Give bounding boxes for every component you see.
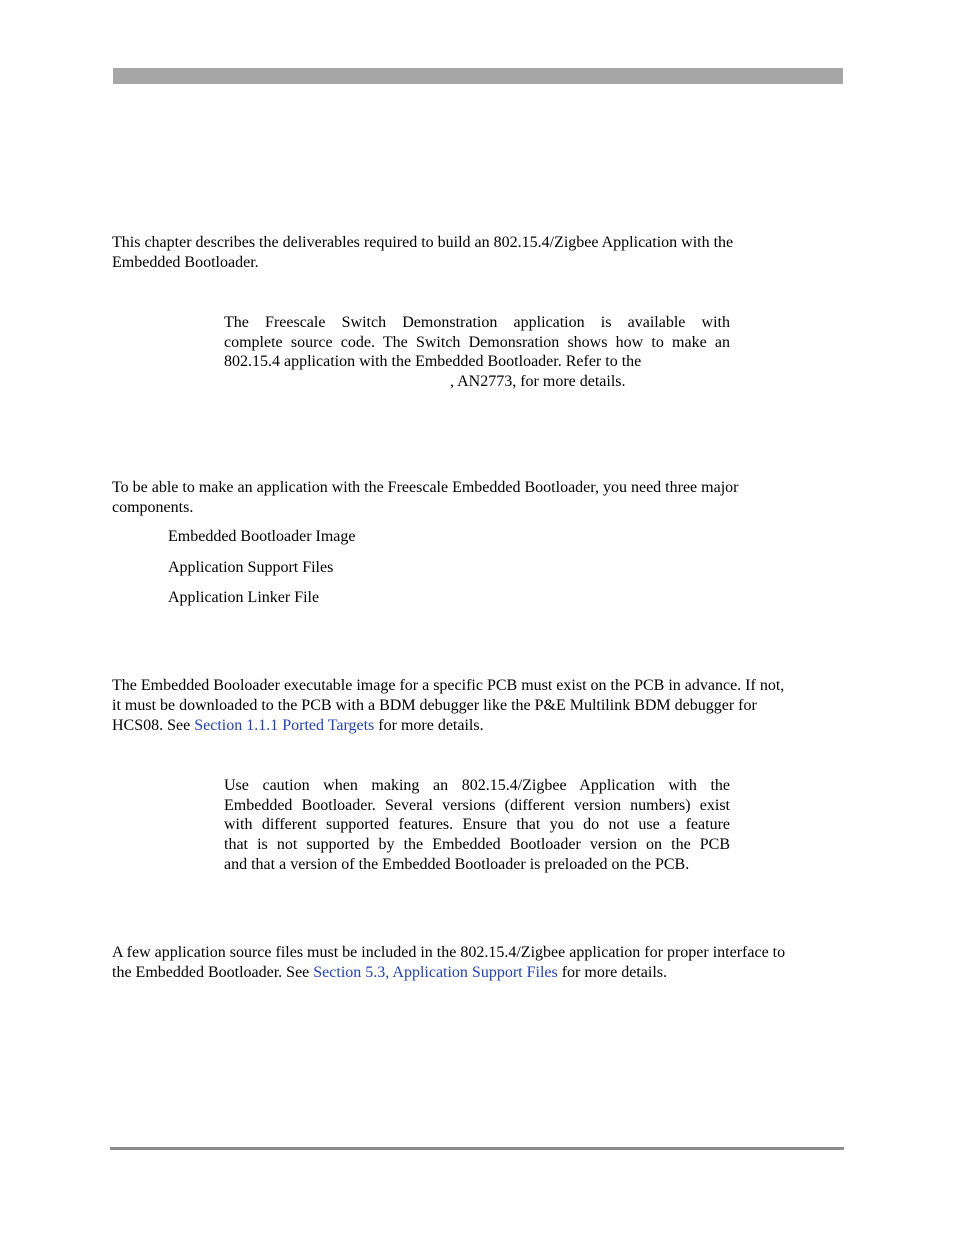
- note1-line-4: , AN2773, for more details.: [450, 373, 626, 391]
- components-intro-line-1: To be able to make an application with the Freescale Embedded Bootloader, you need three major: [112, 479, 739, 496]
- intro-paragraph: [112, 233, 844, 273]
- components-intro-paragraph: [112, 478, 844, 518]
- image-para-line-3-post: for more details.: [374, 717, 484, 734]
- intro-line-1: This chapter describes the deliverables required to build an 802.15.4/Zigbee Application with the: [112, 234, 734, 251]
- note2-line-5: and that a version of the Embedded Bootloader is preloaded on the PCB.: [224, 855, 690, 873]
- image-para-line-1: The Embedded Booloader executable image for a specific PCB must exist on the PCB in advance. If not,: [112, 677, 785, 694]
- footer-rule: [110, 1147, 844, 1150]
- image-para-line-3-pre: HCS08. See: [112, 717, 195, 734]
- application-support-files-link[interactable]: Section 5.3, Application Support Files: [313, 964, 558, 981]
- note2-line-2: Embedded Bootloader. Several versions (different version numbers) exist: [224, 796, 730, 814]
- note1-line-3: 802.15.4 application with the Embedded Bootloader. Refer to the: [224, 353, 642, 371]
- component-item: Embedded Bootloader Image: [168, 528, 356, 545]
- component-item: Application Support Files: [168, 559, 334, 576]
- intro-line-2: Embedded Bootloader.: [112, 254, 259, 271]
- ported-targets-link[interactable]: Section 1.1.1 Ported Targets: [194, 717, 375, 734]
- support-para-line-1: A few application source files must be included in the 802.15.4/Zigbee application for proper interface to: [112, 944, 786, 961]
- note2-line-3: with different supported features. Ensure that you do not use a feature: [224, 816, 730, 834]
- component-item: Application Linker File: [168, 589, 320, 606]
- header-bar: [113, 68, 843, 84]
- note-switch-demo: [224, 313, 730, 392]
- note1-line-2: complete source code. The Switch Demonsration shows how to make an: [224, 333, 730, 351]
- note2-line-1: Use caution when making an 802.15.4/Zigbee Application with the: [224, 777, 730, 794]
- support-para-line-2-pre: the Embedded Bootloader. See: [112, 964, 314, 981]
- components-intro-line-2: components.: [112, 499, 194, 516]
- support-files-paragraph: [112, 943, 844, 983]
- support-para-line-2-post: for more details.: [557, 964, 668, 981]
- bootloader-image-paragraph: [112, 676, 844, 736]
- image-para-line-2: it must be downloaded to the PCB with a BDM debugger like the P&E Multilink BDM debugger for: [112, 697, 757, 714]
- note1-line-1: The Freescale Switch Demonstration application is available with: [224, 314, 730, 331]
- note2-line-4: that is not supported by the Embedded Bootloader version on the PCB: [224, 836, 730, 854]
- note-caution: [224, 776, 730, 875]
